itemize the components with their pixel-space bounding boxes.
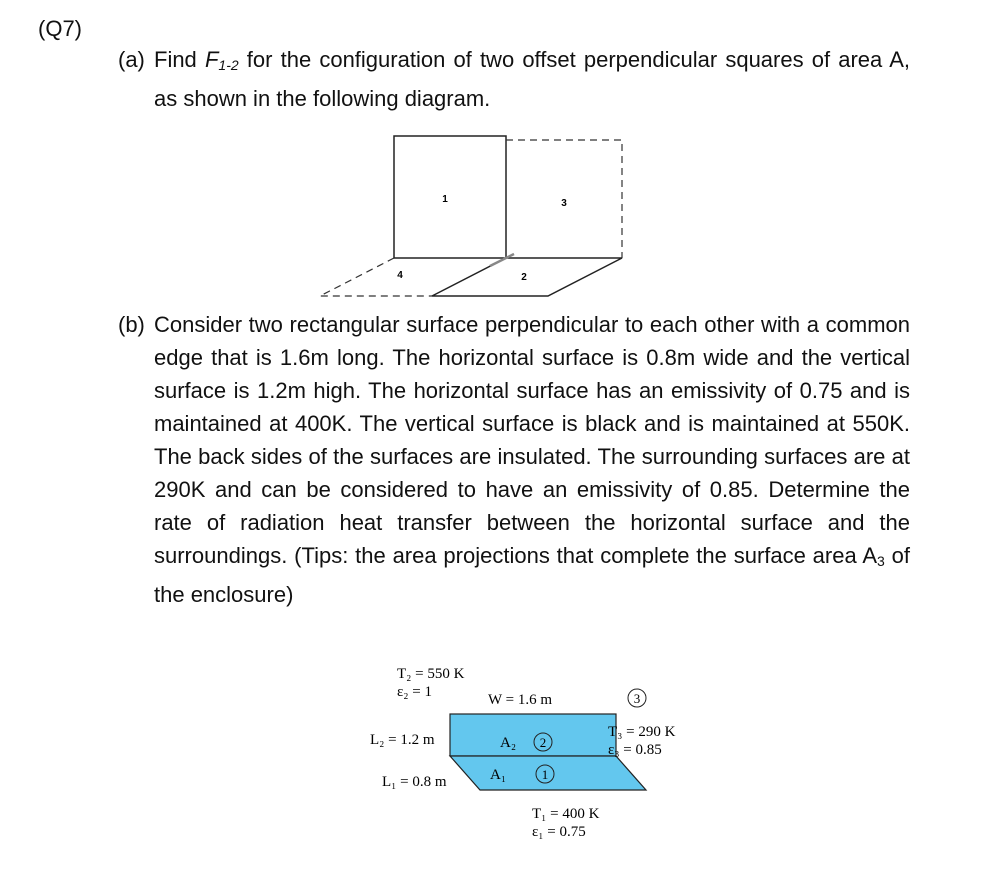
part-b-paragraph	[118, 308, 910, 611]
a1-label: A₁	[490, 767, 507, 783]
part-a-variable: F	[204, 47, 219, 72]
t3-label: T₃ = 290 K	[608, 724, 676, 740]
part-a-paragraph	[118, 43, 910, 115]
label-2: 2	[521, 272, 527, 283]
l1-label: L₁ = 0.8 m	[382, 774, 447, 790]
circle-2-label: 2	[539, 735, 547, 750]
circle-1-label: 1	[541, 767, 549, 782]
l2-label: L₂ = 1.2 m	[370, 732, 435, 748]
part-b-subscript: 3	[877, 553, 885, 569]
square-4	[320, 258, 432, 296]
part-b-text	[154, 308, 910, 611]
t2-label: T₂ = 550 K	[397, 666, 465, 682]
t1-label: T₁ = 400 K	[532, 806, 600, 822]
e2-label: ε₂ = 1	[397, 684, 432, 700]
e1-label: ε₁ = 0.75	[532, 824, 586, 840]
surface-a2	[450, 714, 616, 756]
square-2-shading	[490, 254, 514, 266]
part-a-text-after: for the configuration of two offset perpendicular squares of area A, as shown in the following diagram.	[154, 47, 910, 111]
part-a-text	[154, 43, 910, 115]
figure-perpendicular-squares	[300, 128, 640, 308]
part-a-text-before: Find	[154, 47, 205, 72]
label-3: 3	[561, 198, 567, 209]
question-number: (Q7)	[38, 16, 82, 41]
a2-label: A₂	[500, 735, 517, 751]
circle-3-label: 3	[633, 691, 641, 706]
part-b-label: (b)	[118, 312, 145, 337]
label-1: 1	[442, 194, 448, 205]
square-2	[432, 258, 622, 296]
square-1	[394, 136, 506, 258]
e3-label: ε₃ = 0.85	[608, 742, 662, 758]
part-a-label: (a)	[118, 47, 145, 72]
figure-rectangular-surfaces	[360, 660, 700, 860]
label-4: 4	[397, 270, 403, 281]
part-a-variable-subscript: 1-2	[218, 57, 239, 73]
part-b-text-before: Consider two rectangular surface perpendicular to each other with a common edge that is 1.6m long. The horizontal surface is 0.8m wide and the vertical surface is 1.2m high. The horizontal surface has an emissivity of 0.75 and is maintained at 400K. The vertical surface is black and is maintained at 550K. The back sides of the surfaces are insulated. The surrounding surfaces are at 290K and can be considered to have an emissivity of 0.85. Determine the rate of radiation heat transfer between the horizontal surface and the surroundings. (Tips: the area projections that complete the surface area A	[154, 312, 910, 568]
part-b-text-after: of the enclosure)	[154, 543, 910, 607]
w-label: W = 1.6 m	[488, 692, 553, 708]
